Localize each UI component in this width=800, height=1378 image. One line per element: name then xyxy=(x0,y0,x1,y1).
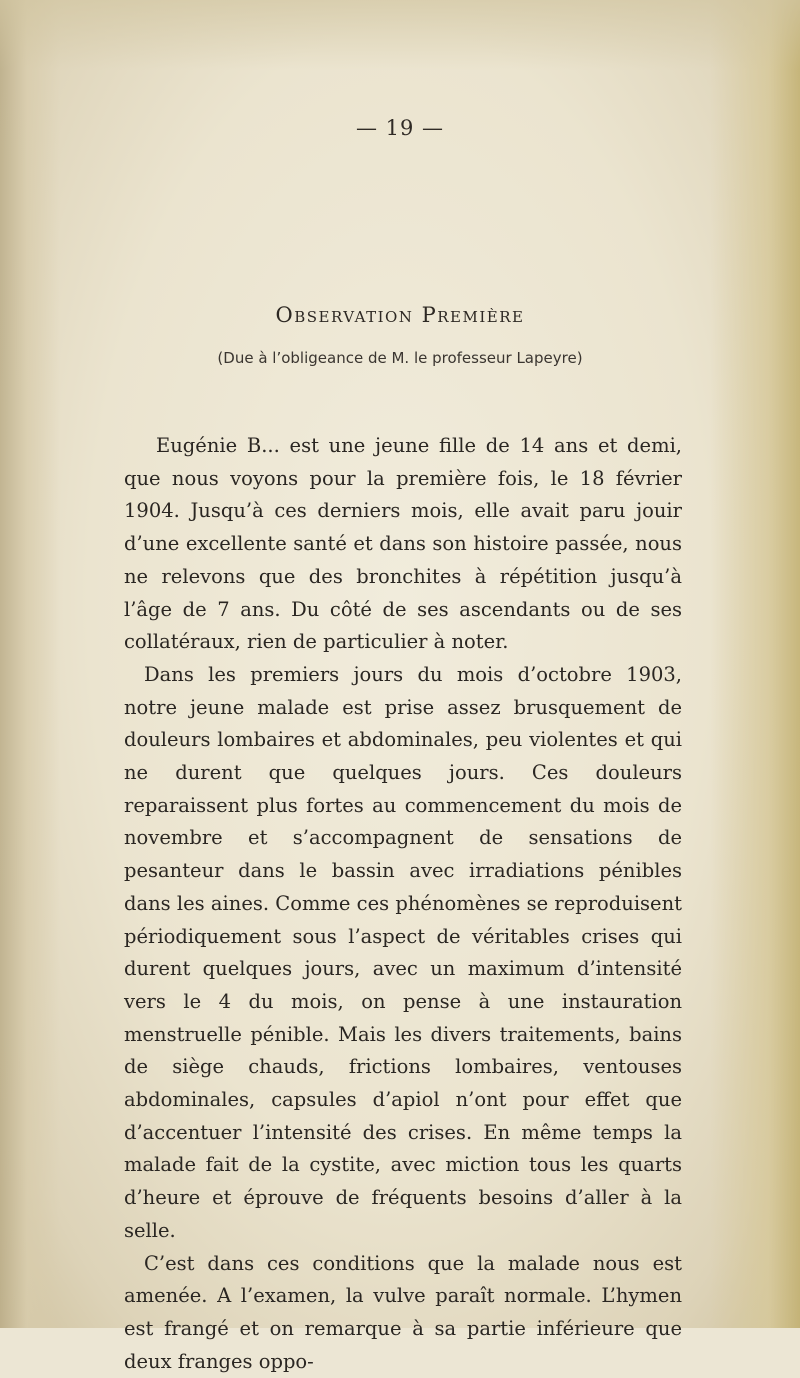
page-stain-right xyxy=(710,0,800,1328)
paragraph: C’est dans ces conditions que la malade nous est amenée. A l’examen, la vulve paraît normale. L’hymen est frangé et on remarque à sa partie inférieure que deux franges oppo- xyxy=(124,1251,682,1373)
section-title: Observation Première xyxy=(275,303,525,327)
body-text xyxy=(124,430,682,1378)
page-number: — 19 — xyxy=(355,116,445,140)
paragraph: Eugénie B... est une jeune fille de 14 ans et demi, que nous voyons pour la première fois, le 18 février 1904. Jusqu’à ces derniers mois, elle avait paru jouir d’une excellente santé et dans son histoire passée, nous ne relevons que des bronchites à répétition jusqu’à l’âge de 7 ans. Du côté de ses ascendants ou de ses collatéraux, rien de particulier à noter. xyxy=(124,434,682,654)
page-shadow-top xyxy=(0,0,800,70)
section-subtitle: (Due à l’obligeance de M. le professeur Lapeyre) xyxy=(217,349,583,367)
paragraph: Dans les premiers jours du mois d’octobre 1903, notre jeune malade est prise assez brusquement de douleurs lombaires et abdominales, peu violentes et qui ne durent que quelques jours. Ces douleurs reparaissent plus fortes au commencement du mois de novembre et s’accompagnent de sensations de pesanteur dans le bassin avec irradiations pénibles dans les aines. Comme ces phénomènes se reproduisent périodiquement sous l’aspect de véritables crises qui durent quelques jours, avec un maximum d’intensité vers le 4 du mois, on pense à une instauration menstruelle pénible. Mais les divers traitements, bains de siège chauds, frictions lombaires, ventouses abdominales, capsules d’apiol n’ont pour effet que d’accentuer l’intensité des crises. En même temps la malade fait de la cystite, avec miction tous les quarts d’heure et éprouve de fréquents besoins d’aller à la selle. xyxy=(124,662,682,1242)
page-shadow-left xyxy=(0,0,60,1328)
